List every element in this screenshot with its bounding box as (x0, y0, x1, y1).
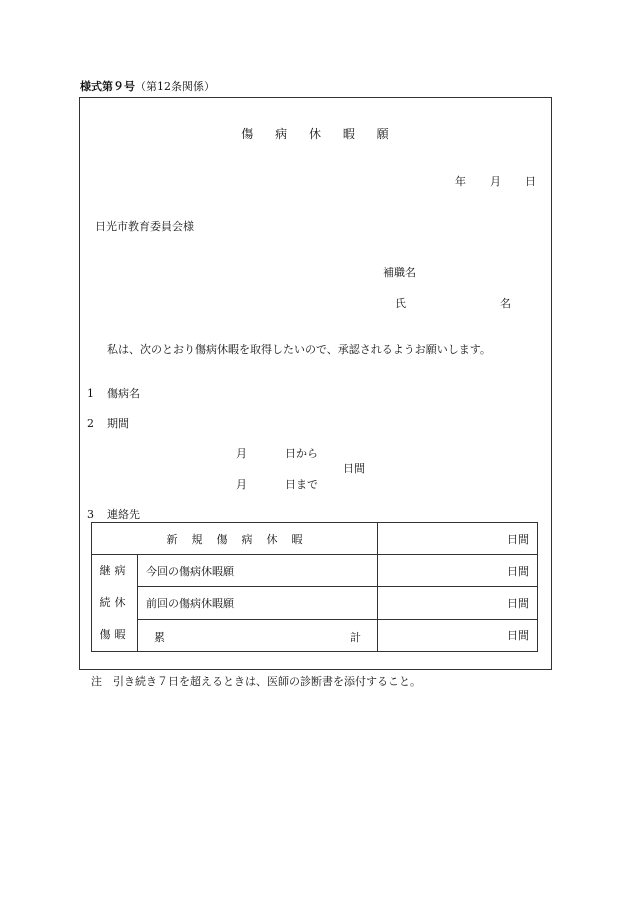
previous-leave-value: 日間 (378, 587, 538, 619)
item-2-label: 期間 (107, 417, 129, 430)
title-char: 傷 (241, 127, 254, 141)
item-1-number: 1 (87, 387, 94, 400)
period-day-to: 日まで (285, 478, 318, 491)
period-day-from: 日から (285, 447, 318, 460)
total-right-char: 計 (350, 630, 361, 644)
period-month-from: 月 (236, 447, 247, 460)
period-month-to: 月 (236, 478, 247, 491)
name-label-second: 名 (500, 297, 511, 310)
name-label-first: 氏 (395, 297, 406, 310)
form-number (80, 80, 215, 94)
item-2-number: 2 (87, 417, 94, 430)
form-number-relation: （第12条関係） (135, 80, 215, 93)
date-month: 月 (490, 175, 501, 188)
item-1-label: 傷病名 (107, 387, 140, 400)
table-row (92, 555, 538, 587)
addressee: 日光市教育委員会様 (95, 220, 194, 233)
previous-leave-label: 前回の傷病休暇願 (138, 587, 378, 619)
date-year: 年 (455, 175, 466, 188)
new-leave-label: 新 規 傷 病 休 暇 (92, 523, 378, 555)
total-left-char: 累 (154, 630, 165, 644)
current-leave-value: 日間 (378, 555, 538, 587)
table-row (92, 587, 538, 619)
period-days: 日間 (343, 462, 365, 475)
form-number-label: 様式第９号 (80, 80, 135, 93)
request-text: 私は、次のとおり傷病休暇を取得したいので、承認されるようお願いします。 (107, 343, 491, 356)
item-3-label: 連絡先 (107, 508, 140, 521)
title-char: 暇 (342, 127, 355, 141)
title-char: 休 (308, 127, 321, 141)
leave-summary-table (91, 522, 538, 652)
date-day: 日 (525, 175, 536, 188)
total-label (138, 619, 378, 651)
form-title (0, 127, 630, 141)
table-row (92, 523, 538, 555)
title-char: 病 (275, 127, 288, 141)
footnote: 注 引き続き７日を超えるときは、医師の診断書を添付すること。 (91, 675, 421, 688)
continued-leave-group-label: 継病 続休 傷暇 (92, 555, 138, 652)
current-leave-label: 今回の傷病休暇願 (138, 555, 378, 587)
total-value: 日間 (378, 619, 538, 651)
item-3-number: 3 (87, 508, 94, 521)
new-leave-value: 日間 (378, 523, 538, 555)
position-label: 補職名 (383, 266, 416, 279)
title-char: 願 (376, 127, 389, 141)
table-row (92, 619, 538, 651)
